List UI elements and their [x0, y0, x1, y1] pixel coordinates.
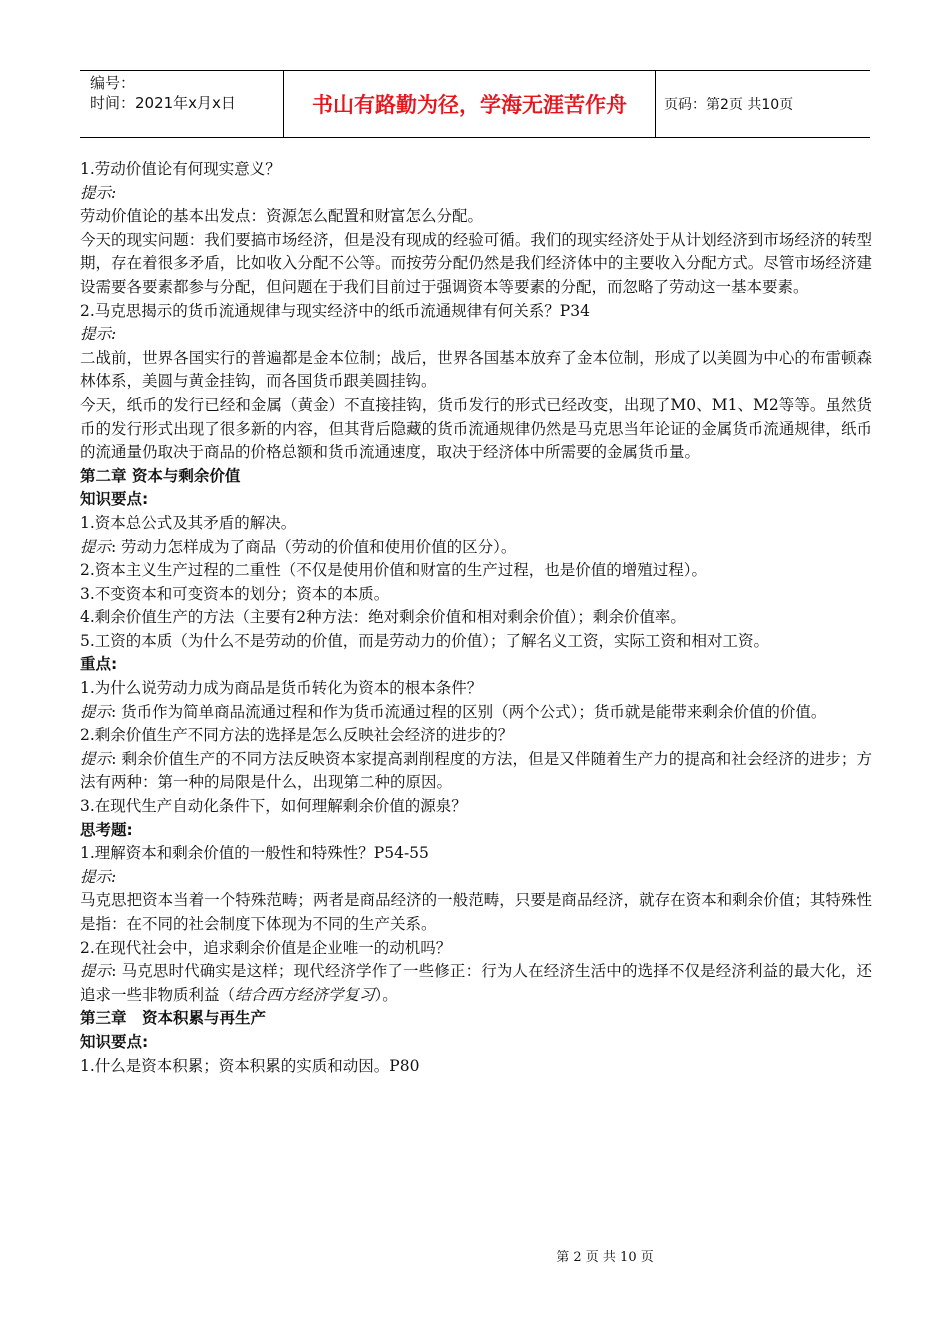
body-paragraph: 马克思把资本当着一个特殊范畴；两者是商品经济的一般范畴，只要是商品经济，就存在资本和剩余价值；其特殊性是指：在不同的社会制度下体现为不同的生产关系。: [80, 891, 872, 933]
hint-label: 提示:: [80, 867, 117, 886]
hint-label: 提示: [80, 749, 112, 768]
header-page-info: 页码：第2页 共10页: [664, 97, 794, 113]
body-paragraph: 2.在现代社会中，追求剩余价值是企业唯一的动机吗？: [80, 938, 452, 957]
hint-text: ）。: [374, 985, 398, 1004]
hint-text: : 劳动力怎样成为了商品（劳动的价值和使用价值的区分）。: [111, 537, 517, 556]
section-heading: 知识要点:: [80, 1032, 149, 1051]
footer-page-number: 第 2 页 共 10 页: [556, 1250, 654, 1265]
page-footer: [0, 1246, 950, 1265]
hint-label: 提示:: [80, 183, 117, 202]
section-heading: 第二章 资本与剩余价值: [80, 466, 241, 485]
header-meta: [80, 71, 284, 137]
hint-paragraph: [80, 748, 872, 795]
body-paragraph: 1.为什么说劳动力成为商品是货币转化为资本的根本条件？: [80, 679, 483, 698]
body-paragraph: 3.不变资本和可变资本的划分；资本的本质。: [80, 584, 390, 603]
body-paragraph: 今天，纸币的发行已经和金属（黄金）不直接挂钩，货币发行的形式已经改变，出现了M0、M1、M2等等。虽然货币的发行形式出现了很多新的内容，但其背后隐藏的货币流通规律仍然是马克思当年论证的金属货币流通规律，纸币的流通量仍取决于商品的价格总额和货币流通速度，取决于经济体中所需要的金属货币量。: [80, 395, 872, 462]
header-motto: 书山有路勤为径，学海无涯苦作舟: [284, 71, 656, 137]
section-heading: 思考题:: [80, 820, 133, 839]
body-paragraph: 劳动价值论的基本出发点：资源怎么配置和财富怎么分配。: [80, 207, 484, 226]
body-paragraph: 1.资本总公式及其矛盾的解决。: [80, 513, 297, 532]
body-paragraph: 5.工资的本质（为什么不是劳动的价值，而是劳动力的价值）；了解名义工资，实际工资和相对工资。: [80, 631, 770, 650]
body-paragraph: 今天的现实问题：我们要搞市场经济，但是没有现成的经验可循。我们的现实经济处于从计划经济到市场经济的转型期，存在着很多矛盾，比如收入分配不公等。而按劳分配仍然是我们经济体中的主要收入分配方式。尽管市场经济建设需要各要素都参与分配，但问题在于我们目前过于强调资本等要素的分配，而忽略了劳动这一基本要素。: [80, 230, 872, 296]
hint-emphasis: 结合西方经济学复习: [235, 985, 375, 1004]
document-body: [80, 158, 872, 1078]
body-paragraph: 二战前，世界各国实行的普遍都是金本位制；战后，世界各国基本放弃了金本位制，形成了以美圆为中心的布雷顿森林体系，美圆与黄金挂钩，而各国货币跟美圆挂钩。: [80, 348, 872, 391]
body-paragraph: 4.剩余价值生产的方法（主要有2种方法：绝对剩余价值和相对剩余价值）；剩余价值率。: [80, 608, 686, 627]
hint-paragraph: [80, 701, 872, 725]
hint-text: : 货币作为简单商品流通过程和作为货币流通过程的区别（两个公式）；货币就是能带来剩余价值的价值。: [111, 702, 827, 721]
body-paragraph: 3.在现代生产自动化条件下，如何理解剩余价值的源泉？: [80, 797, 467, 816]
body-paragraph: 2.马克思揭示的货币流通规律与现实经济中的纸币流通规律有何关系？P34: [80, 301, 590, 320]
hint-label: 提示: [80, 702, 112, 721]
hint-label: 提示:: [80, 325, 117, 344]
body-paragraph: 1.劳动价值论有何现实意义？: [80, 160, 281, 178]
section-heading: 重点:: [80, 655, 118, 674]
time-label: 时间：2021年x月x日: [90, 94, 236, 112]
section-heading: 知识要点:: [80, 490, 149, 509]
body-paragraph: 2.剩余价值生产不同方法的选择是怎么反映社会经济的进步的？: [80, 726, 514, 745]
hint-text: : 马克思时代确实是这样；现代经济学作了一些修正：行为人在经济生活中的选择不仅是经济利益的最大化，还追求一些非物质利益（: [80, 962, 872, 1004]
hint-paragraph: [80, 960, 872, 1007]
section-heading: 第三章 资本积累与再生产: [80, 1009, 267, 1028]
body-paragraph: 1.什么是资本积累；资本积累的实质和动因。P80: [80, 1056, 420, 1075]
hint-label: 提示: [80, 962, 112, 981]
hint-paragraph: [80, 536, 872, 560]
hint-label: 提示: [80, 537, 112, 556]
body-paragraph: 2.资本主义生产过程的二重性（不仅是使用价值和财富的生产过程，也是价值的增殖过程）。: [80, 561, 708, 580]
hint-text: : 剩余价值生产的不同方法反映资本家提高剥削程度的方法，但是又伴随着生产力的提高和社会经济的进步；方法有两种：第一种的局限是什么，出现第二种的原因。: [80, 749, 872, 792]
page-header: [80, 70, 870, 138]
number-label: 编号：: [90, 74, 136, 92]
body-paragraph: 1.理解资本和剩余价值的一般性和特殊性？P54-55: [80, 844, 429, 863]
